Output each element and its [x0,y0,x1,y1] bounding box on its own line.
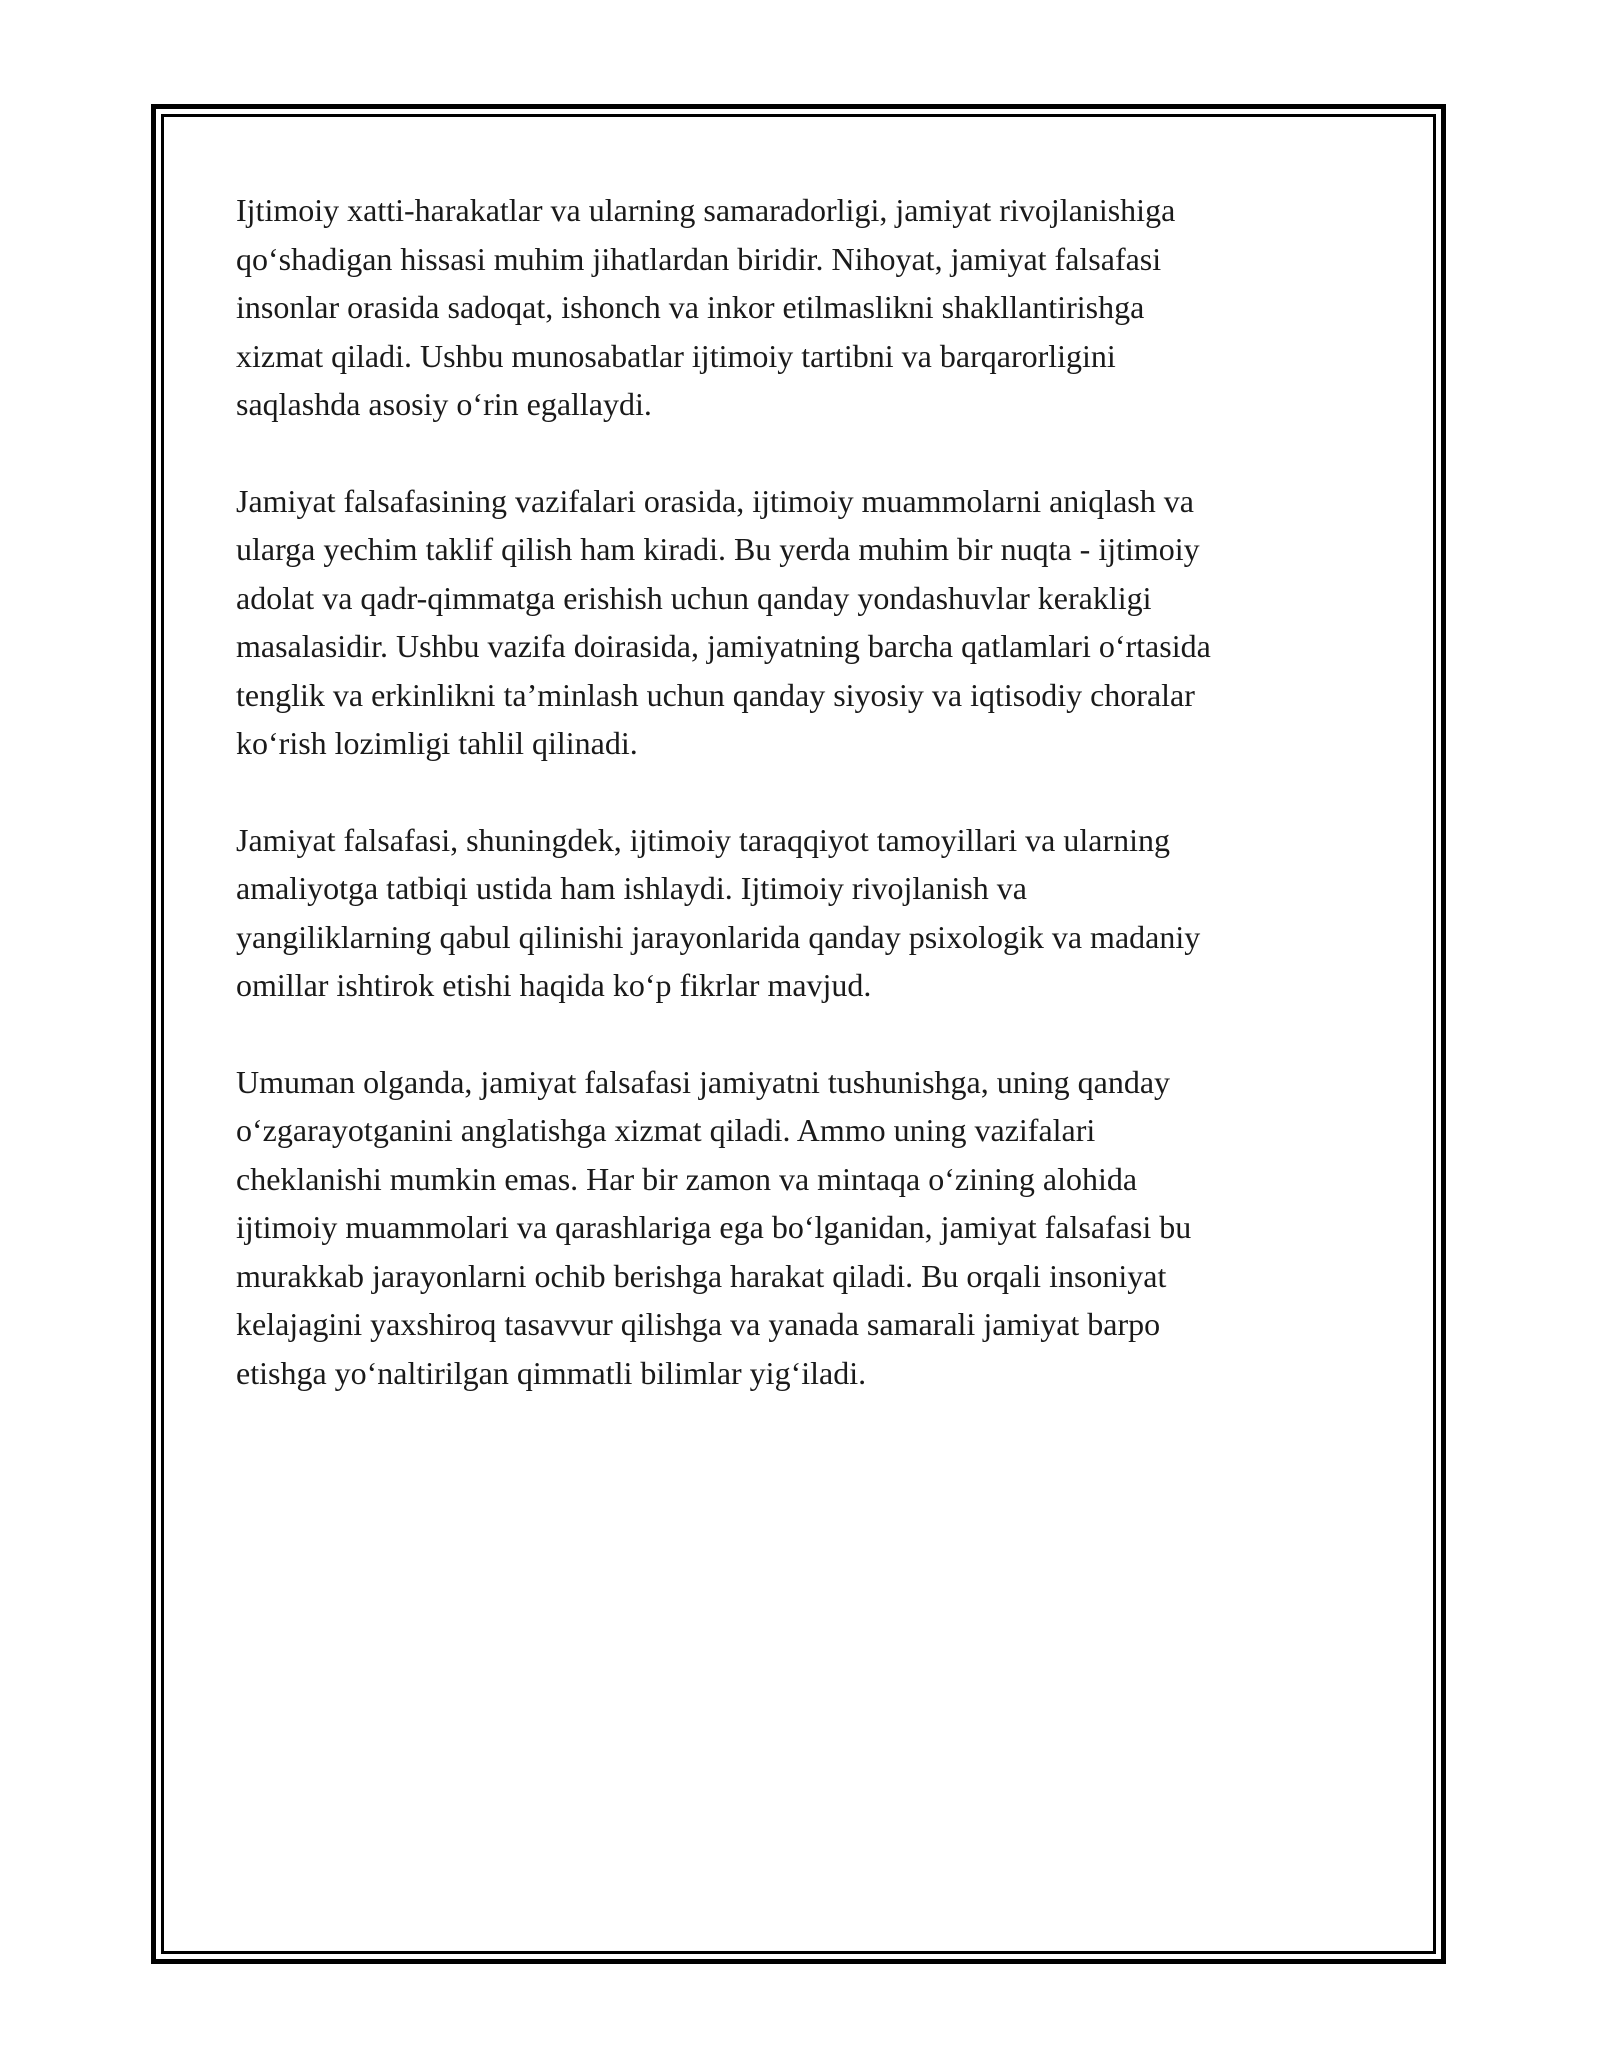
paragraph-2: Jamiyat falsafasining vazifalari orasida, ijtimoiy muammolarni aniqlash va ularga yechim taklif qilish ham kiradi. Bu yerda muhim bir nuqta - ijtimoiy adolat va qadr-qimmatga erishish uchun qanday yondashuvlar kerakligi masalasidir. Ushbu vazifa doirasida, jamiyatning barcha qatlamlari o‘rtasida tenglik va erkinlikni ta’minlash uchun qanday siyosiy va iqtisodiy choralar ko‘rish lozimligi tahlil qilinadi. [236,482,1211,761]
paragraph-1: Ijtimoiy xatti-harakatlar va ularning samaradorligi, jamiyat rivojlanishiga qo‘shadigan hissasi muhim jihatlardan biridir. Nihoyat, jamiyat falsafasi insonlar orasida sadoqat, ishonch va inkor etilmaslikni shakllantirishga xizmat qiladi. Ushbu munosabatlar ijtimoiy tartibni va barqarorligini saqlashda asosiy o‘rin egallaydi. [236,192,1176,422]
paragraph-3: Jamiyat falsafasi, shuningdek, ijtimoiy taraqqiyot tamoyillari va ularning amaliyotga tatbiqi ustida ham ishlaydi. Ijtimoiy rivojlanish va yangiliklarning qabul qilinishi jarayonlarida qanday psixologik va madaniy omillar ishtirok etishi haqida ko‘p fikrlar mavjud. [236,821,1201,1003]
paragraph-4: Umuman olganda, jamiyat falsafasi jamiyatni tushunishga, uning qanday o‘zgarayotganini anglatishga xizmat qiladi. Ammo uning vazifalari cheklanishi mumkin emas. Har bir zamon va mintaqa o‘zining alohida ijtimoiy muammolari va qarashlariga ega bo‘lganidan, jamiyat falsafasi bu murakkab jarayonlarni ochib berishga harakat qiladi. Bu orqali insoniyat kelajagini yaxshiroq tasavvur qilishga va yanada samarali jamiyat barpo etishga yo‘naltirilgan qimmatli bilimlar yig‘iladi. [236,1063,1192,1391]
document-body [236,186,1376,1445]
